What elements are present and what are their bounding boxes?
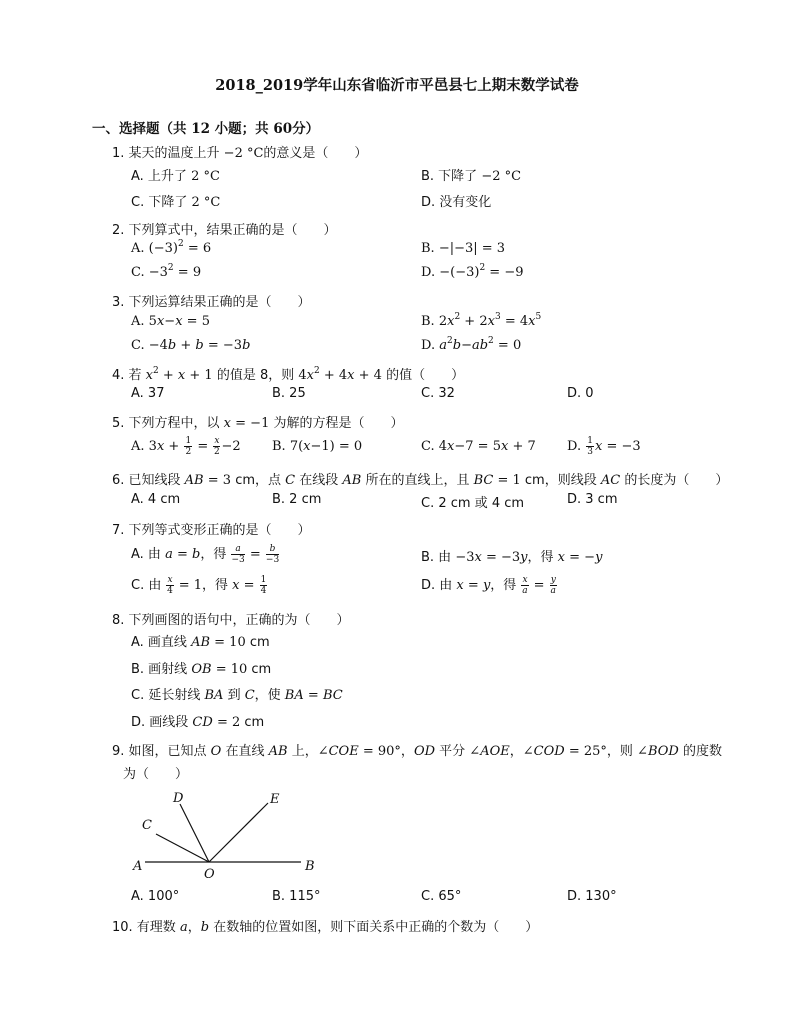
question-2-option-d: D. $-(-3)^2 = -9$ (421, 263, 524, 280)
question-1-option-d: D. 没有变化 (421, 195, 492, 210)
label-c: C (142, 818, 152, 833)
question-3-option-a: A. 5x−x = 5 (131, 314, 210, 329)
question-1-option-b: B. 下降了 −2 °C (421, 169, 522, 184)
question-10-stem: 10. 有理数 a，b 在数轴的位置如图，则下面关系中正确的个数为（ ） (112, 920, 539, 935)
question-8-option-d: D. 画线段 CD = 2 cm (131, 715, 265, 730)
ray-od (180, 804, 209, 862)
question-1-option-a: A. 上升了 2 °C (131, 169, 220, 184)
question-5-stem: 5. 下列方程中，以 x = −1 为解的方程是（ ） (112, 416, 404, 431)
question-6-option-b: B. 2 cm (272, 492, 322, 507)
question-9-option-b: B. 115° (272, 889, 321, 904)
ray-oc (156, 834, 209, 862)
question-4-option-b: B. 25 (272, 386, 306, 401)
question-5-option-c: C. 4x−7 = 5x + 7 (421, 439, 536, 454)
question-6-option-d: D. 3 cm (567, 492, 618, 507)
angle-figure (125, 788, 325, 883)
question-9-option-d: D. 130° (567, 889, 617, 904)
question-3-option-d: D. $a^2b-ab^2 = 0$ (421, 336, 522, 353)
question-2-stem: 2. 下列算式中，结果正确的是（ ） (112, 223, 337, 238)
question-1-stem: 1. 某天的温度上升 −2 °C的意义是（ ） (112, 146, 368, 161)
question-9-option-a: A. 100° (131, 889, 180, 904)
question-4-stem: 4. 若 $x^2 + x + 1$ 的值是 8，则 $4x^2 + 4x + 4$ 的值（ ） (112, 366, 465, 383)
section-heading: 一、选择题（共 12 小题；共 60分） (92, 121, 320, 137)
question-9-stem-continuation: 为（ ） (123, 767, 189, 782)
question-3-option-c: C. −4b + b = −3b (131, 338, 251, 353)
question-4-option-a: A. 37 (131, 386, 165, 401)
question-7-option-b: B. 由 −3x = −3y，得 x = −y (421, 550, 603, 565)
question-1-option-c: C. 下降了 2 °C (131, 195, 221, 210)
question-8-option-b: B. 画射线 OB = 10 cm (131, 662, 272, 677)
question-3-stem: 3. 下列运算结果正确的是（ ） (112, 295, 311, 310)
question-5-option-a: A. 3x + $\frac{1}{2}$ = $\frac{x}{2}$ −2 (131, 436, 241, 457)
question-6-option-c: C. 2 cm 或 4 cm (421, 496, 525, 511)
question-8-stem: 8. 下列画图的语句中，正确的为（ ） (112, 613, 350, 628)
label-a: A (133, 859, 143, 874)
question-8-option-c: C. 延长射线 BA 到 C，使 BA = BC (131, 688, 343, 703)
question-3-option-b: B. $2x^2 + 2x^3 = 4x^5$ (421, 312, 542, 329)
question-6-option-a: A. 4 cm (131, 492, 181, 507)
page-title: 2018_2019学年山东省临沂市平邑县七上期末数学试卷 (215, 77, 579, 94)
question-5-option-d: D. $\frac{1}{3}$ x = −3 (567, 436, 641, 457)
label-o: O (204, 867, 215, 882)
question-7-option-c: C. 由 $\frac{x}{4}$ = 1，得 x = $\frac{1}{4}$ (131, 575, 267, 596)
question-4-option-d: D. 0 (567, 386, 594, 401)
question-5-option-b: B. 7(x−1) = 0 (272, 439, 363, 454)
question-7-option-a: A. 由 a = b，得 $\frac{a}{-3}$ = $\frac{b}{-3}$ (131, 544, 280, 565)
question-7-stem: 7. 下列等式变形正确的是（ ） (112, 523, 311, 538)
ray-oe (209, 803, 268, 862)
question-8-option-a: A. 画直线 AB = 10 cm (131, 635, 270, 650)
question-2-option-c: C. $-3^2 = 9$ (131, 263, 202, 280)
label-e: E (270, 792, 280, 807)
question-7-option-d: D. 由 x = y，得 $\frac{x}{a}$ = $\frac{y}{a}$ (421, 575, 556, 596)
question-6-stem: 6. 已知线段 AB = 3 cm，点 C 在线段 AB 所在的直线上，且 BC = 1 cm，则线段 AC 的长度为（ ） (112, 473, 729, 488)
question-2-option-b: B. −|−3| = 3 (421, 241, 506, 256)
label-b: B (305, 859, 315, 874)
question-9-option-c: C. 65° (421, 889, 462, 904)
question-9-stem: 9. 如图，已知点 O 在直线 AB 上，∠COE = 90°，OD 平分 ∠AOE，∠COD = 25°，则 ∠BOD 的度数 (112, 744, 722, 759)
question-4-option-c: C. 32 (421, 386, 455, 401)
label-d: D (173, 791, 184, 806)
question-2-option-a: A. $(-3)^2 = 6$ (131, 239, 212, 256)
